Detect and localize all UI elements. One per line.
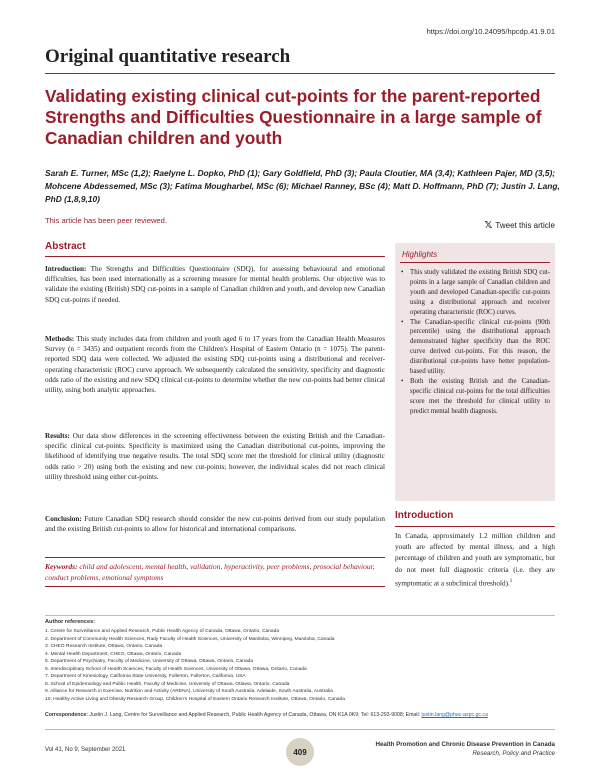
abstract-introduction-text: The Strengths and Difficulties Questionnaire (SDQ), for assessing behavioural and emotional difficulties, has been used internationally as a screening measure for mental health problems. Our objective was to validate the existing (British) SDQ cut-points in a sample of Canadian children and youth, and develop new Canadian SDQ cut-points if needed. <box>45 265 385 304</box>
affiliation-item: 2. Department of Community Health Sciences, Rady Faculty of Health Sciences, University of Manitoba, Winnipeg, Manitoba, Canada <box>45 636 335 642</box>
abstract-results-label: Results: <box>45 432 70 440</box>
footer-divider <box>45 729 555 730</box>
section-title: Original quantitative research <box>45 46 555 74</box>
author-list: Sarah E. Turner, MSc (1,2); Raelyne L. Dopko, PhD (1); Gary Goldfield, PhD (3); Paula Cloutier, MA (3,4); Kathleen Pajer, MD (3,5); Mohcene Abdessemed, MSc (3); Fatima Mougharbel, MSc (6); Michael Ranney, BSc (4); Matt D. Hoffmann, PhD (7); Justin J. Lang, PhD (1,8,9,10) <box>45 168 560 204</box>
journal-name-line2: Research, Policy and Practice <box>472 749 555 757</box>
affiliation-item: 8. School of Epidemiology and Public Health, Faculty of Medicine, University of Ottawa, Ottawa, Ontario, Canada <box>45 681 290 687</box>
highlight-item: • Both the existing British and the Canadian-specific clinical cut-points for the total difficulties score met the threshold for clinical utility to predict mental health diagnosis. <box>400 377 550 417</box>
journal-name-line1: Health Promotion and Chronic Disease Prevention in Canada <box>375 741 555 748</box>
tweet-label: Tweet this article <box>495 221 555 230</box>
affiliation-item: 3. CHEO Research Institute, Ottawa, Ontario, Canada <box>45 644 163 649</box>
keywords-bottom-divider <box>45 586 385 587</box>
introduction-divider <box>395 526 555 527</box>
affiliation-item: 1. Centre for Surveillance and Applied Research, Public Health Agency of Canada, Ottawa, Ontario, Canada <box>45 629 280 634</box>
abstract-introduction <box>45 264 385 305</box>
x-logo-icon: 𝕏 <box>484 220 493 231</box>
page-number-badge: 409 <box>286 738 314 766</box>
abstract-methods-text: This study includes data from children and youth aged 6 to 17 years from the Canadian Health Measures Survey (n = 3435) and outpatient records from the Children's Hospital of Eastern Ontario (n = 1075). The parent-reported SDQ data were collected. We adjusted the existing SDQ cut-points using a distributional and receiver-operating characteristic (ROC) curve approach. We subsequently calculated the sensitivity, specificity and diagnostic odds ratio of the existing and new SDQ clinical cut-points to determine whether the new cut-points had better clinical utility, using both analytic approaches. <box>45 335 386 395</box>
keywords <box>45 562 385 583</box>
affiliation-item: 10. Healthy Active Living and Obesity Research Group, Children's Hospital of Eastern Ontario Research Institute, Ottawa, Ontario, Canada <box>45 696 345 702</box>
abstract-introduction-label: Introduction: <box>45 265 87 273</box>
keywords-text: child and adolescent, mental health, validation, hyperactivity, peer problems, prosocial behaviour, conduct problems, emotional symptoms <box>45 562 375 582</box>
affiliation-item: 7. Department of Kinesiology, California State University, Fullerton, Fullerton, California, USA <box>45 674 246 679</box>
affiliation-item: 5. Department of Psychiatry, Faculty of Medicine, University of Ottawa, Ottawa, Ontario, Canada <box>45 659 254 664</box>
introduction-paragraph <box>395 531 555 589</box>
abstract-heading: Abstract <box>45 241 86 252</box>
references-divider <box>45 615 555 616</box>
abstract-divider <box>45 256 385 257</box>
abstract-results <box>45 431 385 482</box>
correspondence-email-link[interactable]: justin.lang@phac-aspc.gc.ca <box>421 712 488 718</box>
introduction-heading: Introduction <box>395 510 454 521</box>
reference-marker[interactable]: 1 <box>509 578 513 584</box>
tweet-article-link[interactable] <box>484 220 555 231</box>
volume-info: Vol 41, No 9, September 2021 <box>45 747 126 753</box>
keywords-label: Keywords: <box>45 562 78 571</box>
correspondence-label: Correspondence: <box>45 712 88 718</box>
abstract-conclusion-label: Conclusion: <box>45 515 82 523</box>
paper-title: Validating existing clinical cut-points for the parent-reported Strengths and Difficulties Questionnaire in a large sample of Canadian children and youth <box>45 86 542 148</box>
keywords-top-divider <box>45 557 385 558</box>
author-references-heading: Author references: <box>45 619 96 625</box>
correspondence <box>45 712 565 718</box>
highlight-item: • This study validated the existing British SDQ cut-points in a large sample of Canadian children and youth and developed Canadian-specific cut-points using a distributional approach and receiver operating characteristic (ROC) curves. <box>400 268 550 318</box>
abstract-methods <box>45 334 385 395</box>
highlights-title: Highlights <box>402 250 438 259</box>
affiliation-item: 6. Interdisciplinary School of Health Sciences, Faculty of Health Sciences, University of Ottawa, Ottawa, Ontario, Canada <box>45 666 307 672</box>
doi-link[interactable]: https://doi.org/10.24095/hpcdp.41.9.01 <box>426 27 555 36</box>
highlights-list <box>400 268 550 417</box>
abstract-results-text: Our data show differences in the screening effectiveness between the existing British and the Canadian-specific clinical cut-points. Specificity is maximized using the Canadian distributional cut-points, improving the likelihood of identifying true negative results. The total SDQ score met the threshold for clinical utility (diagnostic odds ratio > 20) using both the existing and new cut-points; however, the individual scales did not reach clinical utility threshold using either cut-points. <box>45 432 385 481</box>
affiliation-list <box>45 628 560 703</box>
peer-review-note: This article has been peer reviewed. <box>45 216 167 225</box>
abstract-conclusion <box>45 514 385 534</box>
correspondence-text: Justin J. Lang, Centre for Surveillance and Applied Research, Public Health Agency of Canada, Ottawa, ON K1A 0K9; Tel: 613-293-9008; Email: <box>89 712 421 718</box>
highlight-item: • The Canadian-specific clinical cut-points (90th percentile) using the distributional approach demonstrated higher specificity than the ROC curve derived cut-points. For this reason, the distributional cut-points have better population-based utility. <box>400 318 550 377</box>
journal-name <box>376 741 555 758</box>
abstract-conclusion-text: Future Canadian SDQ research should consider the new cut-points derived from our study population and the existing British cut-points to allow for historical and international comparisons. <box>45 515 386 534</box>
affiliation-item: 9. Alliance for Research in Exercise, Nutrition and Activity (ARENA), University of South Australia, Adelaide, South Australia, Australia <box>45 689 333 694</box>
introduction-text: In Canada, approximately 1.2 million children and youth are affected by mental illness, and a high percentage of children and youth are symptomatic, but do not meet full diagnostic criteria (i.e. they are symptomatic at a subclinical threshold). <box>395 532 555 588</box>
affiliation-item: 4. Mental Health Department, CHEO, Ottawa, Ontario, Canada <box>45 651 182 657</box>
highlights-divider <box>400 262 550 263</box>
abstract-methods-label: Methods: <box>45 335 75 343</box>
